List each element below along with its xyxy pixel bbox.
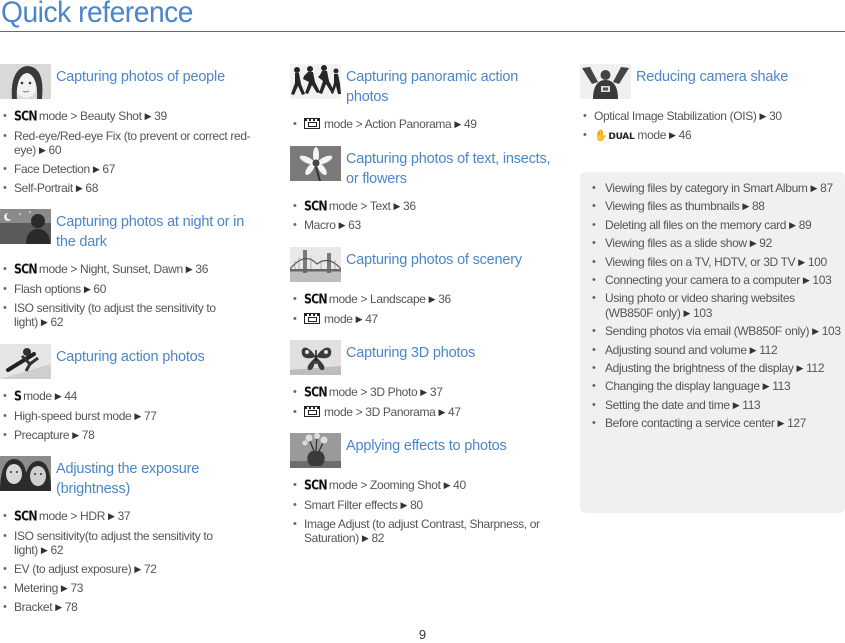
list-item bbox=[304, 405, 552, 420]
list-item bbox=[605, 324, 845, 339]
list-item bbox=[14, 600, 262, 615]
page-ref: 89 bbox=[798, 217, 812, 232]
panorama-mode-icon bbox=[304, 313, 320, 324]
page-ref: 36 bbox=[438, 291, 451, 306]
page-arrow-icon: ▶ bbox=[361, 533, 369, 544]
item-text: Viewing files as thumbnails bbox=[605, 199, 740, 214]
snowboarder-thumbnail-icon bbox=[0, 344, 51, 379]
list-item bbox=[605, 416, 845, 431]
page-ref: 62 bbox=[50, 315, 64, 330]
page-arrow-icon: ▶ bbox=[338, 220, 346, 231]
running-people-thumbnail-icon bbox=[290, 64, 341, 99]
bridge-thumbnail-icon bbox=[290, 247, 341, 282]
section-list bbox=[290, 292, 552, 326]
list-item bbox=[605, 199, 845, 214]
page-ref: 92 bbox=[759, 236, 772, 251]
item-text: Metering bbox=[14, 580, 58, 595]
list-item bbox=[14, 301, 262, 330]
woman-portrait-thumbnail-icon bbox=[0, 64, 51, 99]
section-header bbox=[580, 64, 845, 99]
scene-mode-icon: SCN bbox=[14, 508, 37, 525]
page-ref: 100 bbox=[807, 254, 827, 269]
page-ref: 40 bbox=[453, 478, 466, 493]
list-item bbox=[594, 128, 845, 145]
item-text: Macro bbox=[304, 218, 336, 233]
list-item bbox=[605, 181, 845, 196]
section-header bbox=[290, 433, 552, 468]
page-arrow-icon: ▶ bbox=[40, 317, 48, 328]
section-title: Adjusting the exposure (brightness) bbox=[56, 461, 200, 498]
panorama-mode-icon bbox=[304, 118, 320, 129]
title-divider bbox=[0, 31, 845, 32]
page-arrow-icon: ▶ bbox=[759, 111, 767, 121]
page-arrow-icon: ▶ bbox=[393, 200, 401, 211]
list-item bbox=[14, 389, 262, 405]
item-text: Connecting your camera to a computer bbox=[605, 272, 800, 287]
section-title: Capturing panoramic action photos bbox=[346, 69, 519, 105]
page-arrow-icon: ▶ bbox=[55, 601, 62, 612]
page-ref: 37 bbox=[429, 385, 443, 400]
page-ref: 88 bbox=[751, 199, 765, 214]
page-ref: 63 bbox=[348, 218, 361, 233]
item-text: Bracket bbox=[14, 599, 53, 614]
two-faces-thumbnail-icon bbox=[0, 456, 51, 491]
section-header bbox=[0, 209, 262, 252]
page-ref: 67 bbox=[102, 162, 116, 177]
page-ref: 113 bbox=[742, 397, 761, 412]
item-text: Viewing files by category in Smart Album bbox=[605, 181, 808, 195]
section-list bbox=[290, 199, 552, 233]
page-ref: 112 bbox=[759, 342, 778, 357]
item-text: Sending photos via email (WB850F only) bbox=[605, 324, 810, 339]
list-item bbox=[605, 361, 845, 376]
section-running-people bbox=[290, 64, 552, 132]
list-item bbox=[304, 478, 552, 494]
page-ref: 87 bbox=[820, 181, 833, 195]
item-text: Setting the date and time bbox=[605, 397, 730, 412]
section-list bbox=[0, 389, 262, 442]
column-2 bbox=[290, 64, 552, 560]
page-arrow-icon: ▶ bbox=[75, 182, 83, 193]
list-item bbox=[14, 581, 262, 596]
page-arrow-icon: ▶ bbox=[749, 238, 757, 249]
page-ref: 72 bbox=[143, 562, 157, 577]
list-item bbox=[605, 255, 845, 270]
item-text: Adjusting the brightness of the display bbox=[605, 361, 794, 376]
page-arrow-icon: ▶ bbox=[134, 564, 141, 575]
section-header bbox=[290, 146, 552, 189]
item-text: Before contacting a service center bbox=[605, 416, 775, 431]
item-text: mode > Action Panorama bbox=[324, 117, 452, 131]
page-ref: 46 bbox=[678, 127, 692, 142]
list-item bbox=[605, 379, 845, 394]
section-title: Capturing 3D photos bbox=[346, 345, 476, 362]
section-title: Capturing photos of people bbox=[56, 69, 225, 85]
dual-label: DUAL bbox=[608, 131, 635, 142]
page-arrow-icon: ▶ bbox=[669, 129, 676, 140]
page-ref: 113 bbox=[772, 379, 791, 394]
panorama-mode-icon bbox=[304, 406, 320, 417]
scene-mode-icon: SCN bbox=[304, 198, 327, 214]
page-arrow-icon: ▶ bbox=[38, 145, 46, 156]
section-header bbox=[290, 247, 552, 282]
list-item bbox=[14, 409, 262, 424]
section-title: Capturing action photos bbox=[56, 348, 205, 365]
list-item bbox=[605, 343, 845, 358]
scene-mode-icon: SCN bbox=[304, 384, 327, 401]
page-arrow-icon: ▶ bbox=[400, 500, 408, 511]
page-arrow-icon: ▶ bbox=[134, 410, 141, 421]
scene-mode-icon: SCN bbox=[304, 291, 327, 307]
page-ref: 44 bbox=[64, 388, 77, 403]
item-text: Smart Filter effects bbox=[304, 498, 398, 513]
item-text: EV (to adjust exposure) bbox=[14, 562, 132, 577]
page-ref: 77 bbox=[143, 408, 157, 423]
page-ref: 103 bbox=[693, 305, 713, 320]
page-ref: 62 bbox=[50, 543, 64, 558]
page-arrow-icon: ▶ bbox=[777, 418, 785, 429]
page-arrow-icon: ▶ bbox=[683, 307, 691, 318]
page-arrow-icon: ▶ bbox=[812, 326, 819, 337]
item-text: Face Detection bbox=[14, 162, 90, 177]
list-item bbox=[605, 273, 845, 288]
dual-is-mode-icon bbox=[594, 129, 634, 145]
scene-mode-icon: SCN bbox=[304, 477, 327, 494]
section-title: Capturing photos of scenery bbox=[346, 251, 522, 268]
section-snowboarder bbox=[0, 344, 262, 442]
list-item bbox=[304, 385, 552, 401]
list-item bbox=[14, 181, 262, 196]
page-arrow-icon: ▶ bbox=[762, 381, 770, 392]
item-text: mode > Night, Sunset, Dawn bbox=[38, 262, 183, 277]
item-text: mode > Landscape bbox=[328, 291, 426, 306]
list-item bbox=[14, 109, 262, 125]
item-text: Viewing files as a slide show bbox=[605, 236, 747, 251]
page-ref: 47 bbox=[448, 404, 461, 419]
item-text: mode > Beauty Shot bbox=[38, 109, 142, 123]
list-item bbox=[304, 292, 552, 308]
section-list bbox=[0, 509, 262, 614]
item-text: Red-eye/Red-eye Fix (to prevent or correct red-eye) bbox=[14, 128, 251, 158]
item-text: Viewing files on a TV, HDTV, or 3D TV bbox=[605, 254, 796, 269]
man-arms-thumbnail-icon bbox=[580, 64, 631, 99]
section-vase bbox=[290, 433, 552, 546]
page-arrow-icon: ▶ bbox=[72, 429, 79, 440]
page-arrow-icon: ▶ bbox=[443, 480, 451, 491]
page-arrow-icon: ▶ bbox=[54, 390, 62, 401]
page-ref: 82 bbox=[371, 531, 385, 546]
section-title: Reducing camera shake bbox=[636, 69, 789, 85]
flower-thumbnail-icon bbox=[290, 146, 341, 181]
list-item bbox=[304, 517, 552, 546]
scene-mode-icon: SCN bbox=[14, 108, 37, 125]
section-header bbox=[290, 340, 552, 375]
column-3 bbox=[580, 64, 845, 158]
list-item bbox=[605, 291, 845, 320]
section-bridge bbox=[290, 247, 552, 326]
page-title: Quick reference bbox=[1, 0, 194, 29]
section-butterfly bbox=[290, 340, 552, 419]
item-text: mode bbox=[23, 388, 52, 403]
page-arrow-icon: ▶ bbox=[798, 256, 805, 267]
item-text: Deleting all files on the memory card bbox=[605, 217, 787, 232]
item-text: Optical Image Stabilization (OIS) bbox=[594, 109, 757, 123]
section-list bbox=[0, 262, 262, 330]
item-text: mode bbox=[637, 127, 667, 142]
section-flower bbox=[290, 146, 552, 233]
page-ref: 80 bbox=[410, 498, 423, 513]
page-ref: 78 bbox=[64, 599, 78, 614]
section-title: Applying effects to photos bbox=[346, 438, 507, 455]
page-ref: 49 bbox=[463, 117, 477, 131]
page-ref: 103 bbox=[812, 272, 832, 287]
section-two-faces bbox=[0, 456, 262, 614]
list-item bbox=[14, 129, 262, 158]
section-header bbox=[0, 64, 262, 99]
section-header bbox=[290, 64, 552, 107]
list-item bbox=[605, 218, 845, 233]
page-arrow-icon: ▶ bbox=[40, 545, 48, 556]
page-arrow-icon: ▶ bbox=[438, 406, 446, 417]
item-text: mode bbox=[324, 311, 353, 326]
item-text: Precapture bbox=[14, 427, 70, 442]
page-ref: 47 bbox=[365, 311, 378, 326]
item-text: mode > HDR bbox=[38, 509, 106, 524]
vase-thumbnail-icon bbox=[290, 433, 341, 468]
item-text: ISO sensitivity (to adjust the sensitivity to light) bbox=[14, 300, 216, 330]
page-arrow-icon: ▶ bbox=[355, 313, 363, 324]
list-item bbox=[14, 262, 262, 278]
section-title: Capturing photos of text, insects, or flowers bbox=[346, 150, 551, 187]
page-arrow-icon: ▶ bbox=[742, 201, 749, 212]
list-item bbox=[304, 117, 552, 132]
page-ref: 127 bbox=[787, 416, 807, 431]
section-man-arms bbox=[580, 64, 845, 144]
page-arrow-icon: ▶ bbox=[108, 511, 115, 522]
list-item bbox=[14, 529, 262, 558]
list-item bbox=[14, 428, 262, 443]
page-arrow-icon: ▶ bbox=[144, 111, 152, 121]
page-arrow-icon: ▶ bbox=[185, 264, 193, 275]
section-list bbox=[0, 109, 262, 195]
page-arrow-icon: ▶ bbox=[420, 387, 427, 398]
section-header bbox=[0, 456, 262, 499]
section-list bbox=[580, 109, 845, 144]
page-ref: 73 bbox=[70, 580, 84, 595]
list-item bbox=[304, 199, 552, 215]
page-ref: 68 bbox=[85, 180, 99, 195]
item-text: mode > Zooming Shot bbox=[328, 478, 441, 493]
page-ref: 30 bbox=[769, 109, 782, 123]
section-list bbox=[290, 478, 552, 546]
page-arrow-icon: ▶ bbox=[796, 363, 804, 374]
page-arrow-icon: ▶ bbox=[732, 399, 740, 410]
section-list bbox=[290, 117, 552, 132]
page-ref: 60 bbox=[48, 143, 62, 158]
page-ref: 37 bbox=[117, 509, 131, 524]
list-item bbox=[304, 312, 552, 327]
item-text: High-speed burst mode bbox=[14, 408, 132, 423]
item-text: Flash options bbox=[14, 282, 81, 297]
item-text: mode > Text bbox=[328, 198, 391, 213]
list-item bbox=[14, 509, 262, 525]
page-ref: 60 bbox=[93, 282, 107, 297]
list-item bbox=[605, 398, 845, 413]
page-arrow-icon: ▶ bbox=[749, 344, 757, 355]
scene-mode-icon: SCN bbox=[14, 261, 37, 278]
section-title: Capturing photos at night or in the dark bbox=[56, 214, 245, 251]
list-item bbox=[14, 562, 262, 577]
item-text: ISO sensitivity(to adjust the sensitivity to light) bbox=[14, 528, 213, 558]
section-header bbox=[0, 344, 262, 379]
list-item bbox=[14, 162, 262, 177]
page-arrow-icon: ▶ bbox=[789, 219, 796, 230]
page-ref: 112 bbox=[806, 361, 825, 376]
list-item bbox=[304, 218, 552, 233]
hand-icon: ✋ bbox=[594, 128, 608, 142]
page-arrow-icon: ▶ bbox=[92, 164, 100, 175]
page-ref: 36 bbox=[403, 198, 416, 213]
item-text: Self-Portrait bbox=[14, 180, 73, 195]
list-item bbox=[605, 236, 845, 251]
page-ref: 78 bbox=[81, 427, 95, 442]
list-item bbox=[304, 498, 552, 513]
page-arrow-icon: ▶ bbox=[810, 183, 818, 193]
smart-mode-icon: S bbox=[14, 388, 22, 405]
item-text: mode > 3D Photo bbox=[328, 385, 418, 400]
item-text: Using photo or video sharing websites (WB850F only) bbox=[605, 291, 795, 320]
column-1 bbox=[0, 64, 262, 628]
night-sky-thumbnail-icon bbox=[0, 209, 51, 244]
page-number: 9 bbox=[418, 627, 427, 642]
playback-settings-list bbox=[580, 172, 845, 431]
page-ref: 36 bbox=[195, 262, 209, 277]
list-item bbox=[594, 109, 845, 124]
page-arrow-icon: ▶ bbox=[802, 274, 810, 285]
item-text: Changing the display language bbox=[605, 379, 760, 394]
page-arrow-icon: ▶ bbox=[428, 293, 436, 304]
list-item bbox=[14, 282, 262, 297]
page-arrow-icon: ▶ bbox=[60, 582, 68, 593]
item-text: Image Adjust (to adjust Contrast, Sharpness, or Saturation) bbox=[304, 516, 540, 546]
butterfly-thumbnail-icon bbox=[290, 340, 341, 375]
page-ref: 103 bbox=[821, 324, 841, 339]
section-night-sky bbox=[0, 209, 262, 330]
section-woman-portrait bbox=[0, 64, 262, 195]
playback-settings-box bbox=[580, 172, 845, 513]
item-text: Adjusting sound and volume bbox=[605, 342, 747, 357]
page-arrow-icon: ▶ bbox=[454, 119, 461, 129]
page-arrow-icon: ▶ bbox=[83, 284, 91, 295]
section-list bbox=[290, 385, 552, 419]
item-text: mode > 3D Panorama bbox=[324, 404, 436, 419]
page-ref: 39 bbox=[154, 109, 167, 123]
